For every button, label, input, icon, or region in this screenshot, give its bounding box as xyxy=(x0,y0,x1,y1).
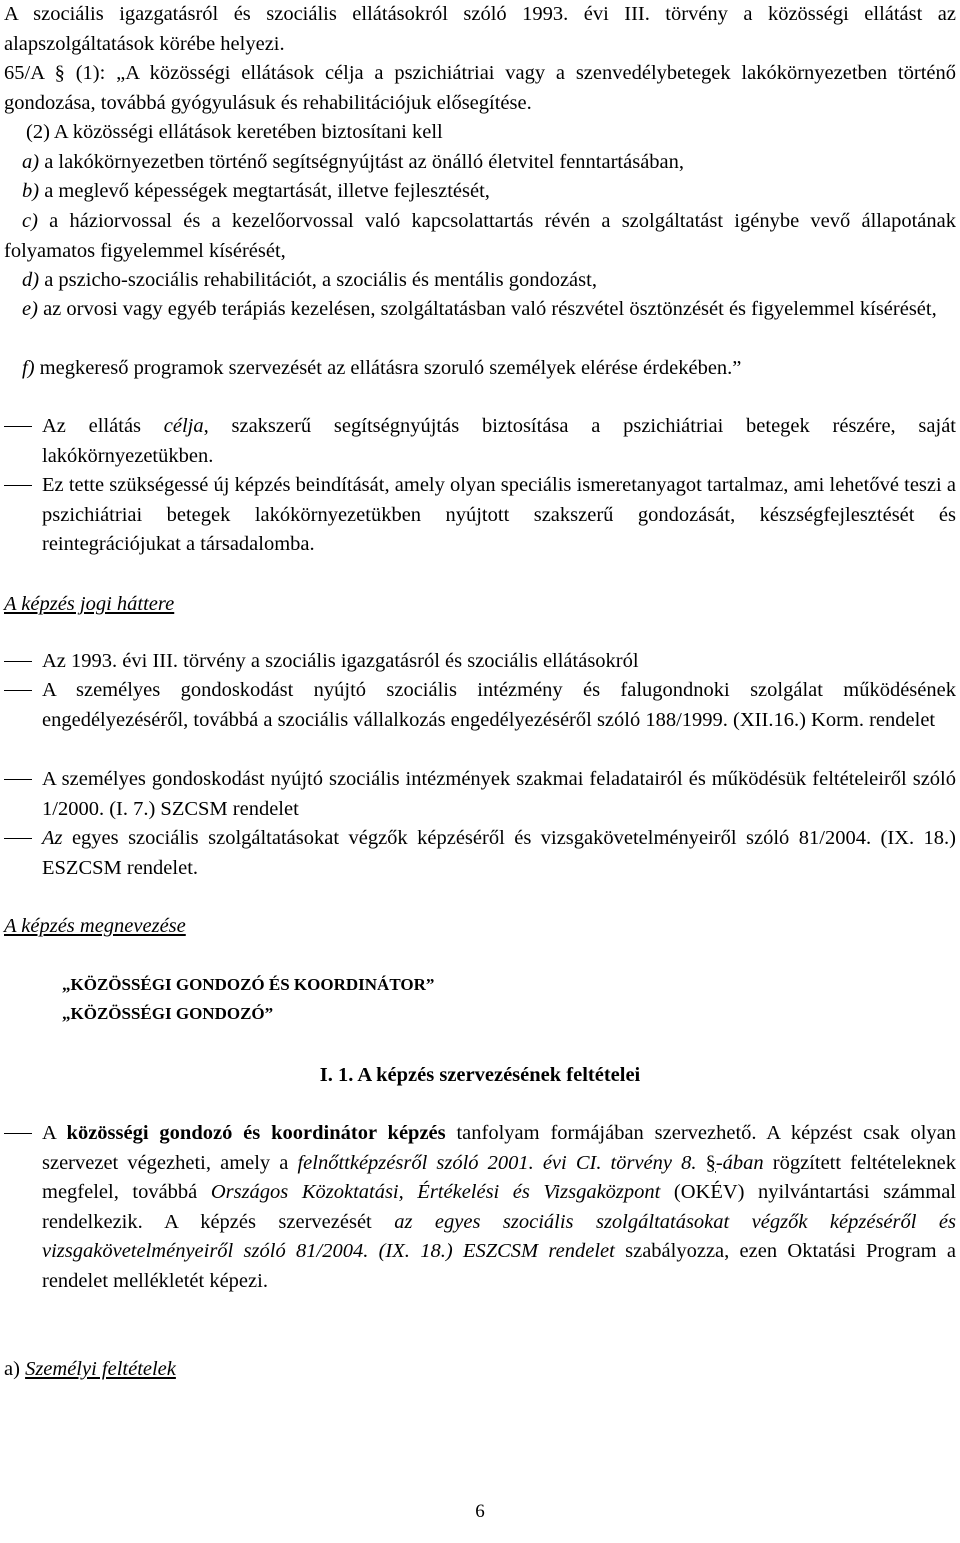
quote-item-c xyxy=(4,207,956,266)
item-text: a lakókörnyezetben történő segítségnyújtást az önálló életvitel fenntartásában, xyxy=(39,151,685,173)
dash-bullet xyxy=(4,647,40,676)
name-heading: A képzés megnevezése xyxy=(4,915,186,937)
goal-emphasis: célja xyxy=(163,415,204,437)
page-number: 6 xyxy=(475,1501,485,1522)
item-mark: e) xyxy=(22,298,38,320)
subsection-heading: a) Személyi feltételek xyxy=(4,1358,176,1380)
training-title-1: „KÖZÖSSÉGI GONDOZÓ ÉS KOORDINÁTOR” xyxy=(62,975,435,994)
legal-item-4: Az egyes szociális szolgáltatásokat végzők képzéséről és vizsgakövetelményeiről szóló 81/2004. (IX. 18.) ESZCSM rendelet. xyxy=(4,824,956,883)
item-text: a pszicho-szociális rehabilitációt, a szociális és mentális gondozást, xyxy=(39,269,597,291)
item-mark: c) xyxy=(22,210,38,232)
item-text: a háziorvossal és a kezelőorvossal való kapcsolattartás révén a szolgáltatást igénybe vevő állapotának folyamatos figyelemmel kísérését, xyxy=(4,210,956,262)
legal-heading: A képzés jogi háttere xyxy=(4,593,175,615)
item-mark: b) xyxy=(22,180,40,202)
item-text: a meglevő képességek megtartását, illetve fejlesztését, xyxy=(39,180,490,202)
goal-item-1: Az ellátás célja, szakszerű segítségnyújtás biztosítása a pszichiátriai betegek részére, saját lakókörnyezetükben. xyxy=(4,412,956,471)
item-text: az orvosi vagy egyéb terápiás kezelésen, szolgáltatásban való részvétel ösztönzését és figyelemmel kísérését, xyxy=(37,298,937,320)
quote-item-a xyxy=(4,148,956,178)
quote-item-d xyxy=(4,266,956,296)
quote-subsection: (2) A közösségi ellátások keretében biztosítani kell xyxy=(26,121,443,143)
dash-bullet xyxy=(4,412,40,441)
legal-item-2: A személyes gondoskodást nyújtó szociális intézmény és falugondnoki szolgálat működésének engedélyezéséről, továbbá a szociális vállalkozás engedélyezéséről szóló 188/1999. (XII.16.) Korm. rendelet xyxy=(4,676,956,735)
dash-bullet xyxy=(4,1119,40,1148)
quote-item-e xyxy=(4,295,956,325)
legal-item-1: Az 1993. évi III. törvény a szociális igazgatásról és szociális ellátásokról xyxy=(4,647,956,677)
quote-item-f xyxy=(4,354,956,384)
section-heading: I. 1. A képzés szervezésének feltételei xyxy=(319,1064,641,1086)
training-title-2: „KÖZÖSSÉGI GONDOZÓ” xyxy=(62,1004,274,1023)
dash-bullet xyxy=(4,765,40,794)
dash-bullet xyxy=(4,676,40,705)
quote-item-b xyxy=(4,177,956,207)
goal-item-2: Ez tette szükségessé új képzés beindítását, amely olyan speciális ismeretanyagot tartalmaz, ami lehetővé teszi a pszichiátriai betegek lakókörnyezetükben nyújtott szakszerű gondozását, készségfejlesztését és reintegrációjukat a társadalomba. xyxy=(4,471,956,560)
quote-paragraph: 65/A § (1): „A közösségi ellátások célja a pszichiátriai vagy a szenvedélybetegek lakókörnyezetben történő gondozása, továbbá gyógyulásuk és rehabilitációjuk elősegítése. xyxy=(4,62,956,114)
intro-paragraph: A szociális igazgatásról és szociális ellátásokról szóló 1993. évi III. törvény a közösségi ellátást az alapszolgáltatások körébe helyezi. xyxy=(4,3,956,55)
legal-item-3: A személyes gondoskodást nyújtó szociális intézmények szakmai feladatairól és működésük feltételeiről szóló 1/2000. (I. 7.) SZCSM rendelet xyxy=(4,765,956,824)
section-item: A közösségi gondozó és koordinátor képzés tanfolyam formájában szervezhető. A képzést csak olyan szervezet végezheti, amely a felnőttképzésről szóló 2001. évi CI. törvény 8. §-ában rögzített feltételeknek megfelel, továbbá Országos Közoktatási, Értékelési és Vizsgaközpont (OKÉV) nyilvántartási számmal rendelkezik. A képzés szervezését az egyes szociális szolgáltatásokat végzők képzéséről és vizsgakövetelményeiről szóló 81/2004. (IX. 18.) ESZCSM rendelet szabályozza, ezen Oktatási Program a rendelet mellékletét képezi. xyxy=(4,1119,956,1296)
dash-bullet xyxy=(4,471,40,500)
item-text: megkereső programok szervezését az ellátásra szoruló személyek elérése érdekében.” xyxy=(34,357,742,379)
item-mark: f) xyxy=(22,357,35,379)
item-mark: a) xyxy=(22,151,40,173)
dash-bullet xyxy=(4,824,40,853)
item-mark: d) xyxy=(22,269,40,291)
